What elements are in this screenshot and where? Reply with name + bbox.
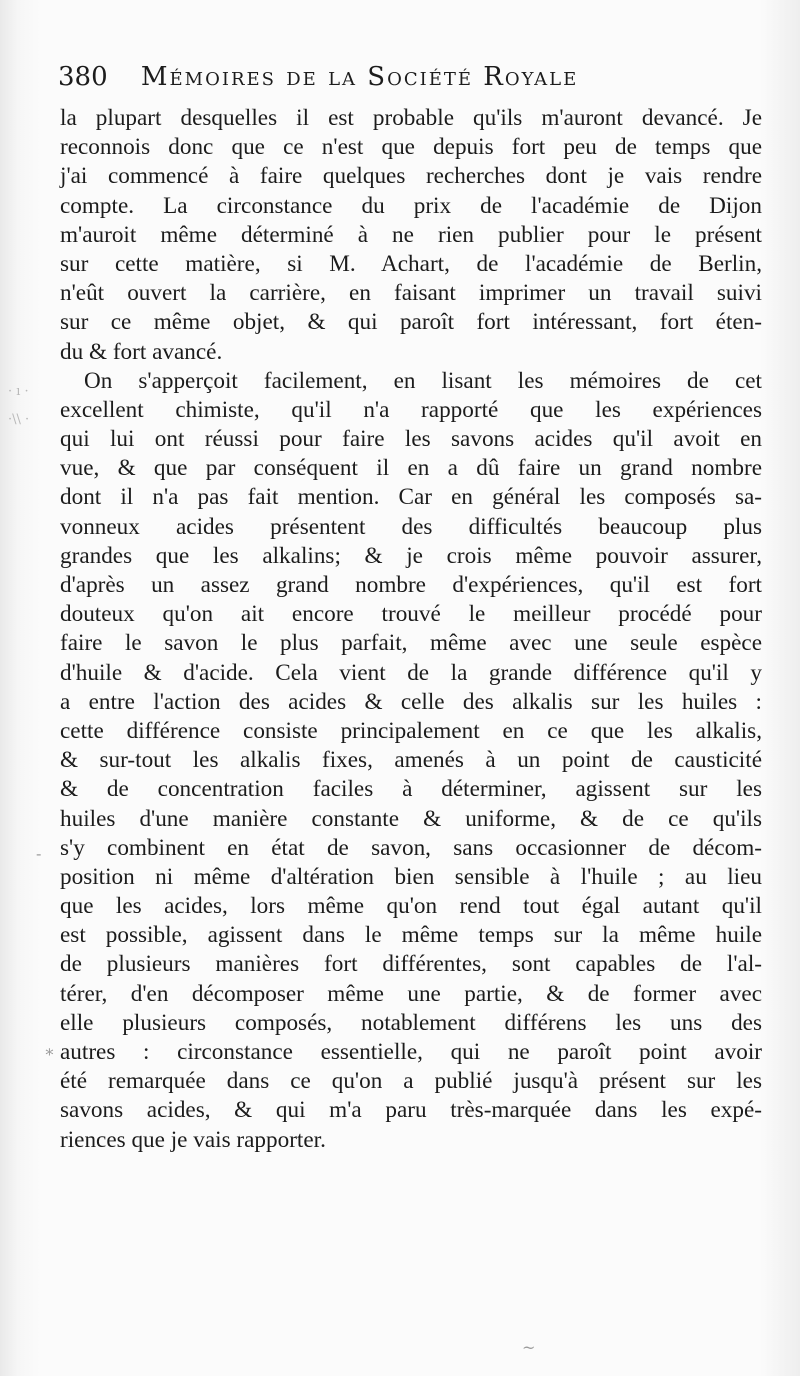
text-line: du & fort avancé. xyxy=(60,338,223,365)
text-line: compte. La circonstance du prix de l'académie de Dijon xyxy=(60,192,762,219)
paragraph-start-line: On s'apperçoit facilement, en lisant les mémoires de cet xyxy=(84,367,762,394)
text-line: cette différence consiste principalement en ce que les alkalis, xyxy=(60,717,762,744)
text-line: douteux qu'on ait encore trouvé le meilleur procédé pour xyxy=(60,601,762,628)
text-line: que les acides, lors même qu'on rend tout égal autant qu'il xyxy=(60,893,762,920)
text-line: d'huile & d'acide. Cela vient de la grande différence qu'il y xyxy=(60,659,762,686)
text-line: elle plusieurs composés, notablement différens les uns des xyxy=(60,1009,762,1036)
text-line: faire le savon le plus parfait, même avec une seule espèce xyxy=(60,630,762,657)
text-line: savons acides, & qui m'a paru très-marquée dans les expé- xyxy=(60,1097,762,1124)
text-line: & sur-tout les alkalis fixes, amenés à un point de causticité xyxy=(60,747,762,774)
text-line: autres : circonstance essentielle, qui ne paroît point avoir xyxy=(60,1039,762,1065)
text-line: été remarquée dans ce qu'on a publié jusqu'à présent sur les xyxy=(60,1068,762,1095)
running-title: Mémoires de la Société Royale xyxy=(140,62,579,92)
running-head xyxy=(58,62,758,98)
text-line: la plupart desquelles il est probable qu'ils m'auront devancé. Je xyxy=(60,105,762,131)
text-line: sur cette matière, si M. Achart, de l'académie de Berlin, xyxy=(60,250,762,277)
text-line: n'eût ouvert la carrière, en faisant imprimer un travail suivi xyxy=(60,280,762,307)
text-line: reconnois donc que ce n'est que depuis fort peu de temps que xyxy=(60,134,762,161)
text-line: huiles d'une manière constante & uniforme, & de ce qu'ils xyxy=(60,805,762,832)
body-text xyxy=(60,104,762,1155)
page-number: 380 xyxy=(58,62,108,92)
text-line: & de concentration faciles à déterminer, agissent sur les xyxy=(60,776,762,803)
text-line: grandes que les alkalins; & je crois même pouvoir assurer, xyxy=(60,542,762,569)
text-line: s'y combinent en état de savon, sans occasionner de décom- xyxy=(60,834,762,861)
margin-bleed-mark: · ı · xyxy=(8,384,29,399)
text-line: a entre l'action des acides & celle des alkalis sur les huiles : xyxy=(60,688,762,715)
text-line: dont il n'a pas fait mention. Car en général les composés sa- xyxy=(60,484,762,511)
text-line: j'ai commencé à faire quelques recherches dont je vais rendre xyxy=(60,163,762,190)
text-line: d'après un assez grand nombre d'expériences, qu'il est fort xyxy=(60,572,762,598)
text-line: térer, d'en décomposer même une partie, & de former avec xyxy=(60,980,762,1007)
text-line: m'auroit même déterminé à ne rien publier pour le présent xyxy=(60,221,762,248)
text-line: sur ce même objet, & qui paroît fort intéressant, fort éten- xyxy=(60,309,762,336)
text-line: qui lui ont réussi pour faire les savons acides qu'il avoit en xyxy=(60,426,762,453)
margin-bleed-mark: ·\\ · xyxy=(8,412,30,427)
ink-speck: ∗ xyxy=(44,1042,55,1061)
ink-speck: - xyxy=(36,844,42,863)
text-line: position ni même d'altération bien sensible à l'huile ; au lieu xyxy=(60,863,762,890)
text-line: vonneux acides présentent des difficultés beaucoup plus xyxy=(60,513,762,540)
text-line: est possible, agissent dans le même temps sur la même huile xyxy=(60,922,762,949)
text-line: excellent chimiste, qu'il n'a rapporté que les expériences xyxy=(60,396,762,423)
text-line: de plusieurs manières fort différentes, sont capables de l'al- xyxy=(60,951,762,978)
text-line: riences que je vais rapporter. xyxy=(60,1126,326,1153)
ink-speck: ~ xyxy=(522,1338,536,1357)
text-line: vue, & que par conséquent il en a dû faire un grand nombre xyxy=(60,455,762,482)
